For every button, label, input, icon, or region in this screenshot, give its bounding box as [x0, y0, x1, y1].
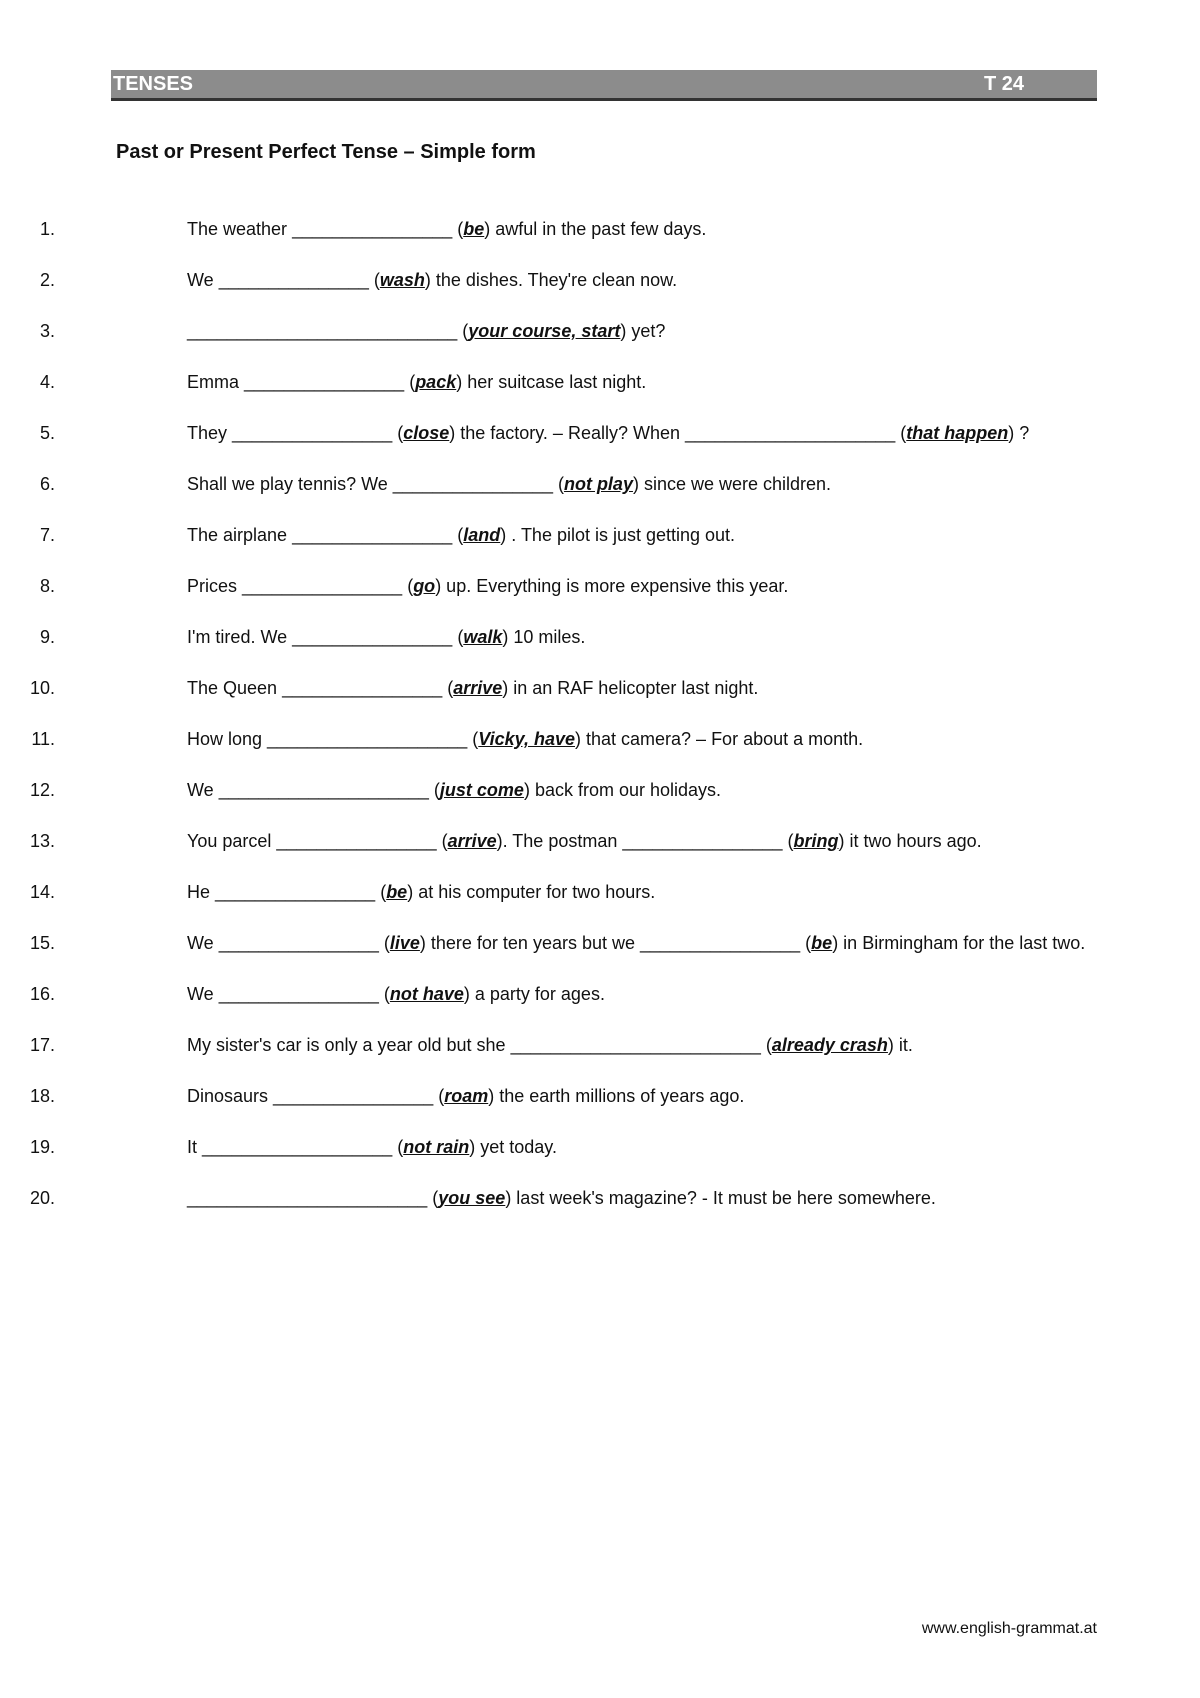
answer-blank: ________________: [640, 933, 801, 953]
exercise-sentence: [187, 882, 655, 902]
exercise-item: [0, 930, 1087, 957]
sentence-text: We: [187, 933, 219, 953]
verb-hint: arrive: [447, 831, 497, 851]
exercise-number: 14.: [29, 882, 55, 902]
exercise-sentence: [187, 474, 831, 494]
exercise-sentence: [187, 1035, 913, 1055]
exercise-item: [0, 879, 1087, 906]
sentence-text: Shall we play tennis? We: [187, 474, 393, 494]
answer-blank: ________________: [273, 1086, 434, 1106]
sentence-text: (: [552, 474, 564, 494]
sentence-text: Dinosaurs: [187, 1086, 274, 1106]
exercise-item: [0, 981, 1087, 1008]
sentence-text: ) it.: [887, 1035, 913, 1055]
exercise-number: 3.: [39, 321, 55, 341]
answer-blank: ________________: [242, 576, 403, 596]
sentence-text: (: [378, 933, 390, 953]
header-bar: [111, 70, 1097, 101]
sentence-text: (: [442, 678, 454, 698]
exercise-sentence: [187, 678, 758, 698]
verb-hint: land: [463, 525, 501, 545]
sentence-text: ) since we were children.: [632, 474, 832, 494]
exercise-sentence: [187, 321, 665, 341]
exercise-list: [0, 216, 1200, 1236]
verb-hint: Vicky, have: [478, 729, 575, 749]
exercise-item: [0, 777, 1087, 804]
exercise-number: 19.: [29, 1137, 55, 1157]
sentence-text: How long: [187, 729, 268, 749]
exercise-item: [0, 1134, 1087, 1161]
sentence-text: (: [392, 423, 404, 443]
exercise-item: [0, 675, 1087, 702]
verb-hint: that happen: [906, 423, 1009, 443]
exercise-number: 2.: [39, 270, 55, 290]
sentence-text: ) awful in the past few days.: [484, 219, 707, 239]
answer-blank: ________________________: [187, 1188, 428, 1208]
sentence-text: ) ?: [1008, 423, 1030, 443]
sentence-text: (: [467, 729, 479, 749]
sentence-text: (: [368, 270, 380, 290]
exercise-number: 16.: [29, 984, 55, 1004]
page-title: Past or Present Perfect Tense – Simple form: [116, 141, 536, 163]
answer-blank: _____________________: [218, 780, 429, 800]
sentence-text: ) the factory. – Really? When: [449, 423, 686, 443]
exercise-sentence: [187, 219, 706, 239]
sentence-text: ) at his computer for two hours.: [407, 882, 656, 902]
header-topic: TENSES: [113, 73, 194, 95]
exercise-item: [0, 573, 1087, 600]
exercise-sentence: [187, 627, 585, 647]
exercise-item: [0, 1185, 1087, 1212]
sentence-text: ) it two hours ago.: [838, 831, 982, 851]
exercise-sentence: [187, 1137, 557, 1157]
sentence-text: (: [402, 576, 414, 596]
answer-blank: ________________: [232, 423, 393, 443]
exercise-item: [0, 522, 1087, 549]
sentence-text: ) the dishes. They're clean now.: [424, 270, 678, 290]
answer-blank: ________________: [276, 831, 437, 851]
exercise-number: 8.: [39, 576, 55, 596]
sentence-text: (: [452, 627, 464, 647]
exercise-sentence: [187, 270, 677, 290]
verb-hint: be: [386, 882, 408, 902]
exercise-sentence: [187, 372, 646, 392]
answer-blank: ________________: [622, 831, 783, 851]
exercise-number: 20.: [29, 1188, 55, 1208]
sentence-text: (: [452, 219, 464, 239]
exercise-sentence: [187, 576, 788, 596]
sentence-text: We: [187, 270, 219, 290]
sentence-text: (: [436, 831, 448, 851]
exercise-item: [0, 318, 1087, 345]
sentence-text: We: [187, 984, 219, 1004]
exercise-item: [0, 267, 1087, 294]
exercise-item: [0, 828, 1087, 855]
sentence-text: Emma: [187, 372, 245, 392]
sentence-text: (: [782, 831, 794, 851]
sentence-text: It: [187, 1137, 203, 1157]
sentence-text: ) yet today.: [469, 1137, 557, 1157]
verb-hint: close: [403, 423, 450, 443]
sentence-text: (: [800, 933, 812, 953]
sentence-text: (: [760, 1035, 772, 1055]
verb-hint: be: [811, 933, 833, 953]
exercise-number: 9.: [39, 627, 55, 647]
verb-hint: bring: [793, 831, 839, 851]
sentence-text: (: [392, 1137, 404, 1157]
sentence-text: ) 10 miles.: [502, 627, 586, 647]
exercise-number: 6.: [39, 474, 55, 494]
exercise-number: 5.: [39, 423, 55, 443]
verb-hint: live: [389, 933, 420, 953]
verb-hint: your course, start: [468, 321, 621, 341]
verb-hint: go: [413, 576, 436, 596]
sentence-text: They: [187, 423, 233, 443]
answer-blank: ___________________: [202, 1137, 393, 1157]
verb-hint: arrive: [453, 678, 503, 698]
verb-hint: not play: [563, 474, 633, 494]
sentence-text: I'm tired. We: [187, 627, 293, 647]
sentence-text: ) . The pilot is just getting out.: [500, 525, 736, 545]
verb-hint: walk: [463, 627, 503, 647]
exercise-number: 1.: [39, 219, 55, 239]
sentence-text: (: [457, 321, 469, 341]
exercise-number: 17.: [29, 1035, 55, 1055]
answer-blank: ________________: [215, 882, 376, 902]
exercise-number: 7.: [39, 525, 55, 545]
exercise-number: 15.: [29, 933, 55, 953]
answer-blank: ________________: [218, 933, 379, 953]
header-code: T 24: [984, 73, 1025, 95]
answer-blank: ____________________: [267, 729, 468, 749]
sentence-text: ) a party for ages.: [463, 984, 605, 1004]
verb-hint: already crash: [771, 1035, 888, 1055]
sentence-text: ). The postman: [496, 831, 623, 851]
exercise-sentence: [187, 729, 863, 749]
sentence-text: (: [375, 882, 387, 902]
sentence-text: (: [428, 780, 440, 800]
exercise-item: [0, 216, 1087, 243]
exercise-number: 10.: [29, 678, 55, 698]
sentence-text: (: [452, 525, 464, 545]
sentence-text: ) in Birmingham for the last two.: [832, 933, 1086, 953]
sentence-text: You parcel: [187, 831, 277, 851]
sentence-text: (: [895, 423, 907, 443]
answer-blank: ________________: [292, 219, 453, 239]
sentence-text: The airplane: [187, 525, 293, 545]
sentence-text: The weather: [187, 219, 293, 239]
exercise-sentence: [187, 1188, 936, 1208]
sentence-text: ) last week's magazine? - It must be here somewhere.: [505, 1188, 936, 1208]
exercise-number: 18.: [29, 1086, 55, 1106]
exercise-number: 12.: [29, 780, 55, 800]
sentence-text: The Queen: [187, 678, 283, 698]
exercise-sentence: [187, 984, 605, 1004]
verb-hint: just come: [439, 780, 524, 800]
exercise-sentence: [187, 1086, 744, 1106]
sentence-text: (: [433, 1086, 445, 1106]
verb-hint: not rain: [403, 1137, 470, 1157]
exercise-sentence: [187, 780, 721, 800]
verb-hint: pack: [415, 372, 457, 392]
exercise-sentence: [187, 831, 982, 851]
sentence-text: (: [378, 984, 390, 1004]
verb-hint: roam: [444, 1086, 489, 1106]
sentence-text: ) that camera? – For about a month.: [575, 729, 864, 749]
exercise-item: [0, 471, 1087, 498]
sentence-text: ) the earth millions of years ago.: [488, 1086, 745, 1106]
answer-blank: _______________: [218, 270, 369, 290]
sentence-text: ) yet?: [620, 321, 666, 341]
sentence-text: (: [427, 1188, 439, 1208]
answer-blank: _________________________: [510, 1035, 761, 1055]
answer-blank: ________________: [292, 525, 453, 545]
answer-blank: ________________: [244, 372, 405, 392]
verb-hint: you see: [438, 1188, 506, 1208]
answer-blank: ________________: [292, 627, 453, 647]
exercise-item: [0, 1032, 1087, 1059]
answer-blank: ___________________________: [187, 321, 458, 341]
verb-hint: be: [463, 219, 485, 239]
exercise-number: 4.: [39, 372, 55, 392]
exercise-item: [0, 420, 1087, 447]
exercise-item: [0, 1083, 1087, 1110]
exercise-item: [0, 369, 1087, 396]
footer-url: www.english-grammat.at: [921, 1620, 1097, 1637]
sentence-text: He: [187, 882, 216, 902]
exercise-sentence: [187, 933, 1085, 953]
sentence-text: ) there for ten years but we: [419, 933, 640, 953]
answer-blank: ________________: [392, 474, 553, 494]
sentence-text: Prices: [187, 576, 243, 596]
exercise-number: 11.: [31, 729, 55, 749]
sentence-text: We: [187, 780, 219, 800]
verb-hint: wash: [379, 270, 425, 290]
exercise-item: [0, 624, 1087, 651]
sentence-text: ) in an RAF helicopter last night.: [502, 678, 759, 698]
answer-blank: ________________: [218, 984, 379, 1004]
sentence-text: ) her suitcase last night.: [456, 372, 647, 392]
exercise-sentence: [187, 525, 735, 545]
sentence-text: ) up. Everything is more expensive this year.: [435, 576, 789, 596]
sentence-text: (: [404, 372, 416, 392]
answer-blank: ________________: [282, 678, 443, 698]
sentence-text: ) back from our holidays.: [523, 780, 722, 800]
answer-blank: _____________________: [685, 423, 896, 443]
exercise-item: [0, 726, 1087, 753]
verb-hint: not have: [389, 984, 464, 1004]
sentence-text: My sister's car is only a year old but she: [187, 1035, 511, 1055]
exercise-number: 13.: [29, 831, 55, 851]
exercise-sentence: [187, 423, 1029, 443]
